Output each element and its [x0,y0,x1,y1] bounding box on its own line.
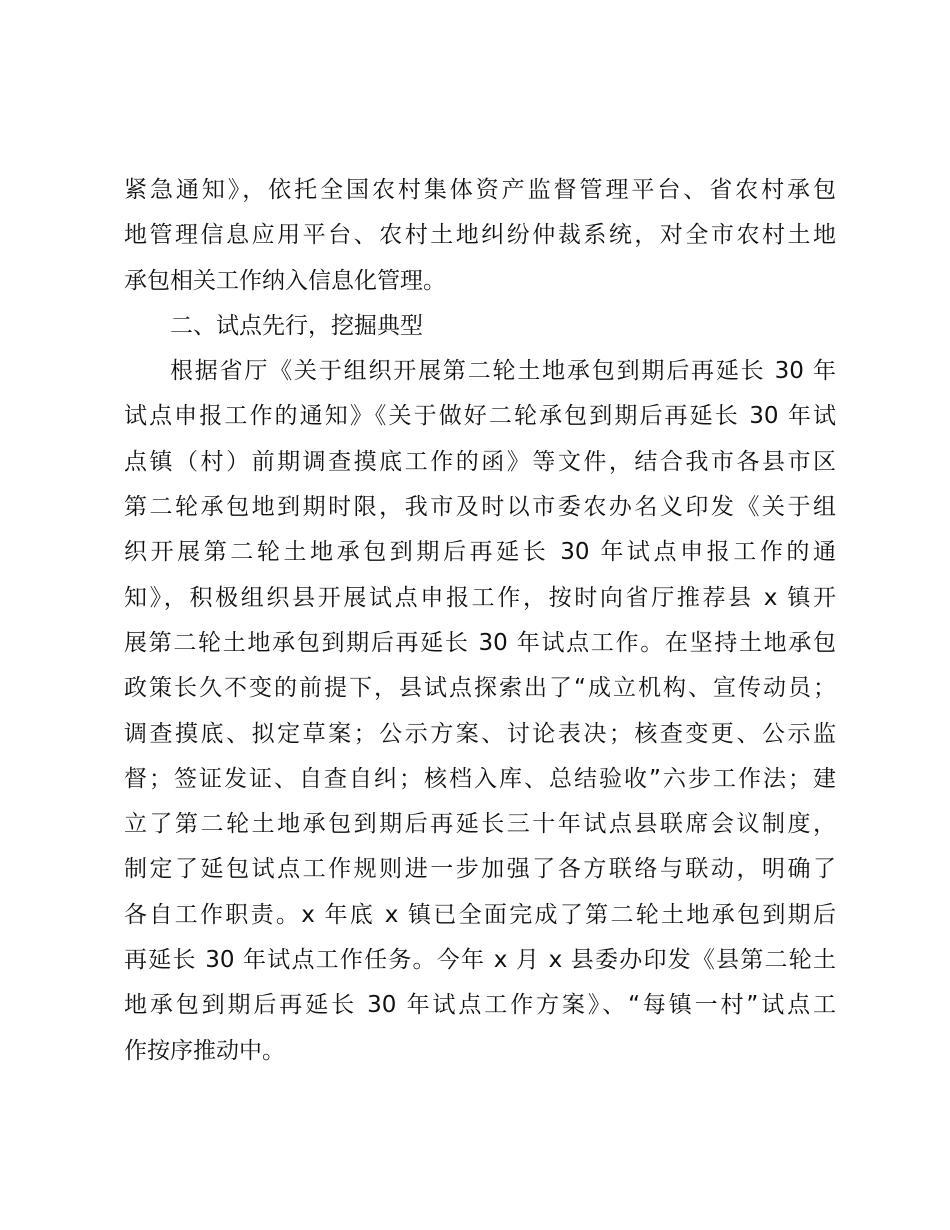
text-line: 试点申报工作的通知》《关于做好二轮承包到期后再延长 30 年试 [124,403,836,430]
text-line: 各自工作职责。x 年底 x 镇已全面完成了第二轮土地承包到期后 [124,901,836,928]
text-line: 点镇（村）前期调查摸底工作的函》等文件，结合我市各县市区 [124,448,836,475]
text-line: 调查摸底、拟定草案；公示方案、讨论表决；核查变更、公示监 [124,720,836,747]
text-line: 督；签证发证、自查自纠；核档入库、总结验收”六步工作法；建 [124,765,836,792]
paragraph-continuation [124,168,836,304]
paragraph-body [124,349,836,1074]
text-line: 地管理信息应用平台、农村土地纠纷仲裁系统，对全市农村土地 [124,222,836,249]
text-line: 紧急通知》，依托全国农村集体资产监督管理平台、省农村承包 [124,177,836,203]
section-heading-text: 二、试点先行，挖掘典型 [170,312,423,339]
text-line: 知》，积极组织县开展试点申报工作，按时向省厅推荐县 x 镇开 [124,584,836,611]
text-line: 承包相关工作纳入信息化管理。 [124,267,446,294]
text-line: 制定了延包试点工作规则进一步加强了各方联络与联动，明确了 [124,856,836,883]
text-line: 政策长久不变的前提下，县试点探索出了“成立机构、宣传动员； [124,675,836,702]
text-line: 第二轮承包地到期时限，我市及时以市委农办名义印发《关于组 [124,494,836,521]
text-line: 织开展第二轮土地承包到期后再延长 30 年试点申报工作的通 [124,539,836,566]
section-heading [124,304,836,349]
text-line: 地承包到期后再延长 30 年试点工作方案》、“每镇一村”试点工 [124,992,836,1019]
document-body [124,168,836,1074]
text-line: 作按序推动中。 [124,1037,285,1064]
text-line: 展第二轮土地承包到期后再延长 30 年试点工作。在坚持土地承包 [124,629,836,656]
text-line: 再延长 30 年试点工作任务。今年 x 月 x 县委办印发《县第二轮土 [124,947,836,974]
text-line: 立了第二轮土地承包到期后再延长三十年试点县联席会议制度， [124,811,836,838]
text-line: 根据省厅《关于组织开展第二轮土地承包到期后再延长 30 年 [170,358,836,385]
